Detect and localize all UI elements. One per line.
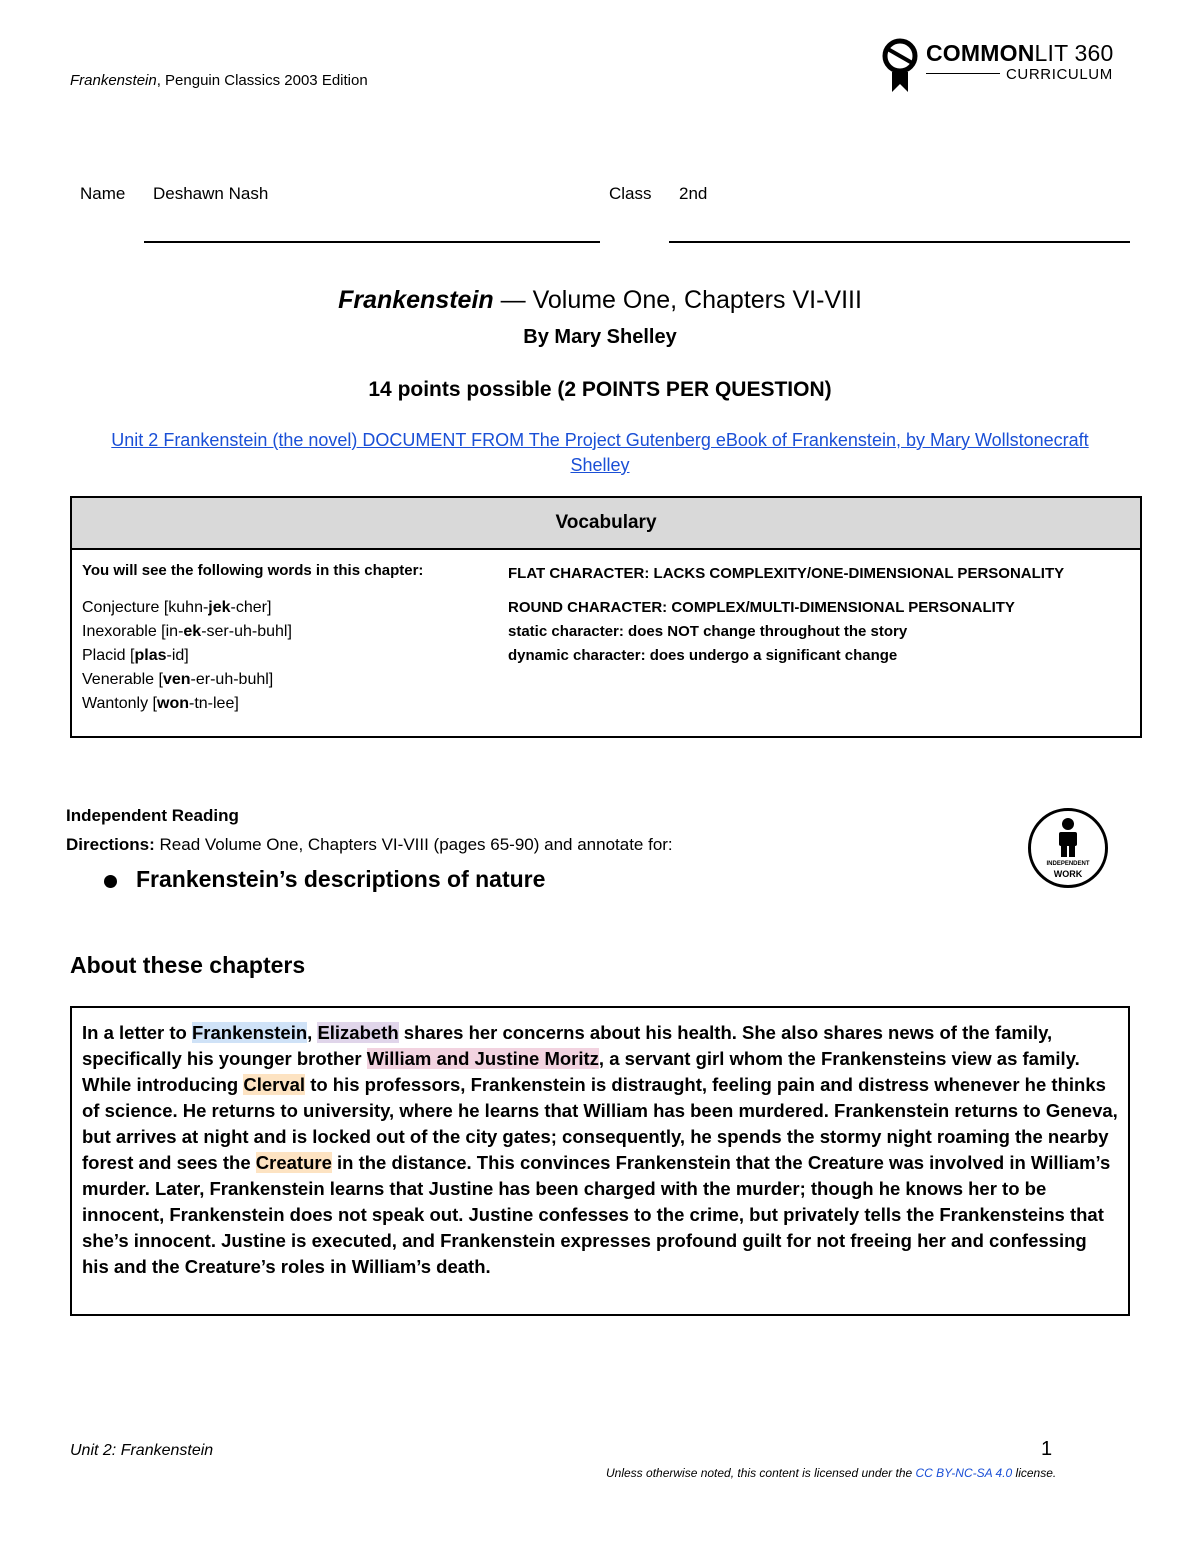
summary-text: in the distance. This convinces Frankenstein that the Creature was involved in William’s murder. Later, Frankenstein learns that Justine has been charged with the murder; though he knows her to be innocent, Frankenstein does not speak out. Justine confesses to the crime, but privately tells the Frankensteins that she’s innocent. Justine is executed, and Frankenstein expresses profound guilt for not freeing her and confessing his and the Creature’s roles in William’s death. [82, 1152, 1111, 1277]
person-icon [1031, 811, 1105, 861]
title-rest: — Volume One, Chapters VI-VIII [493, 286, 862, 314]
name-underline [144, 241, 600, 243]
annotate-focus: Frankenstein’s descriptions of nature [136, 866, 546, 892]
class-underline [669, 241, 1130, 243]
word-pron-stress: jek [208, 599, 231, 616]
highlight-clerval: Clerval [243, 1074, 306, 1095]
badge-line1: INDEPENDENT [1046, 861, 1090, 867]
word-pron-stress: ek [183, 623, 202, 640]
word-pron: [kuh [159, 599, 195, 616]
highlight-frankenstein: Frankenstein [192, 1022, 308, 1043]
bullet-icon [104, 875, 117, 888]
vocabulary-intro: You will see the following words in this chapter: [82, 562, 424, 579]
word-pron: -cher] [230, 599, 272, 616]
word-pron: n- [194, 599, 209, 616]
word-pron: [ [125, 647, 135, 664]
name-label: Name [80, 184, 126, 203]
name-value[interactable]: Deshawn Nash [153, 184, 269, 203]
definition-round: ROUND CHARACTER: COMPLEX/MULTI-DIMENSIONAL PERSONALITY [508, 599, 1015, 616]
word-pron-stress: won [157, 695, 189, 712]
summary-text: In a letter to [82, 1022, 192, 1043]
commonlit-emblem-icon [878, 36, 924, 94]
vocabulary-word [82, 692, 292, 716]
word-term: Conjecture [82, 599, 160, 616]
license-text: Unless otherwise noted, this content is licensed under the [606, 1466, 916, 1480]
logo-lit: LIT 360 [1034, 40, 1114, 66]
page-number: 1 [1041, 1438, 1053, 1460]
vocabulary-heading: Vocabulary [72, 498, 1140, 550]
badge-line2: WORK [1053, 869, 1083, 879]
definition-flat: FLAT CHARACTER: LACKS COMPLEXITY/ONE-DIMENSIONAL PERSONALITY [508, 565, 1065, 582]
word-term: Placid [82, 647, 126, 664]
directions-label: Directions: [66, 835, 155, 854]
summary-text: , a servant girl whom the Frankensteins view as family. While introducing [82, 1048, 1080, 1095]
class-label: Class [609, 184, 652, 203]
chapter-summary-box [70, 1006, 1130, 1316]
definition-dynamic: dynamic character: does undergo a significant change [508, 647, 898, 664]
vocabulary-word-list [82, 596, 292, 716]
word-pron: [ [154, 671, 163, 688]
running-header [70, 72, 368, 89]
gutenberg-link[interactable]: Unit 2 Frankenstein (the novel) DOCUMENT FROM The Project Gutenberg eBook of Frankenstein, by Mary Wollstonecraft Shelley [111, 430, 1089, 475]
license-text: license. [1012, 1466, 1057, 1480]
license-link[interactable]: CC BY-NC-SA 4.0 [915, 1466, 1013, 1480]
word-pron-stress: plas [134, 647, 167, 664]
vocabulary-word [82, 644, 292, 668]
directions [66, 835, 673, 855]
word-term: Wantonly [82, 695, 149, 712]
summary-text: , [307, 1022, 318, 1043]
definition-static: static character: does NOT change throughout the story [508, 623, 908, 640]
word-pron: [in- [156, 623, 184, 640]
word-pron: -id] [166, 647, 189, 664]
commonlit-logo [878, 36, 1133, 96]
points-line: 14 points possible (2 POINTS PER QUESTION) [368, 378, 832, 401]
vocabulary-box [70, 496, 1142, 738]
page-title [0, 286, 1200, 315]
independent-reading-heading: Independent Reading [66, 806, 239, 825]
about-heading: About these chapters [70, 952, 306, 978]
running-header-book: Frankenstein [70, 72, 157, 89]
license-notice [606, 1466, 1056, 1480]
author-line: By Mary Shelley [523, 326, 677, 348]
word-pron: -er-uh-buhl] [190, 671, 274, 688]
word-pron: -tn-lee] [189, 695, 239, 712]
highlight-creature: Creature [255, 1152, 332, 1173]
summary-text: shares her concerns about his health. She also shares news of the family, specifically his younger brother [82, 1022, 1053, 1069]
logo-rule [926, 73, 1000, 74]
logo-common: COMMON [926, 40, 1035, 66]
footer-unit: Unit 2: Frankenstein [70, 1442, 214, 1459]
class-value[interactable]: 2nd [679, 184, 708, 203]
vocabulary-word [82, 620, 292, 644]
vocabulary-word [82, 668, 292, 692]
summary-text: to his professors, Frankenstein is distraught, feeling pain and distress whenever he thinks of science. He returns to university, where he learns that William has been murdered. Frankenstein returns to Geneva, but arrives at night and is locked out of the city gates; consequently, he spends the stormy night roaming the nearby forest and sees the [82, 1074, 1118, 1173]
chapter-summary-text [82, 1020, 1118, 1280]
word-pron: [ [148, 695, 157, 712]
word-pron: -ser-uh-buhl] [201, 623, 292, 640]
title-book: Frankenstein [338, 286, 494, 314]
directions-text: Read Volume One, Chapters VI-VIII (pages 65-90) and annotate for: [154, 835, 673, 854]
logo-wordmark [926, 40, 1114, 67]
logo-curriculum: CURRICULUM [1006, 66, 1113, 83]
character-definitions [508, 562, 1064, 668]
highlight-elizabeth: Elizabeth [317, 1022, 399, 1043]
word-term: Inexorable [82, 623, 157, 640]
vocabulary-word [82, 596, 292, 620]
highlight-william-justine: William and Justine Moritz [366, 1048, 599, 1069]
word-pron-stress: ven [162, 671, 191, 688]
word-term: Venerable [82, 671, 155, 688]
running-header-edition: , Penguin Classics 2003 Edition [156, 72, 368, 89]
independent-work-badge [1028, 808, 1108, 888]
